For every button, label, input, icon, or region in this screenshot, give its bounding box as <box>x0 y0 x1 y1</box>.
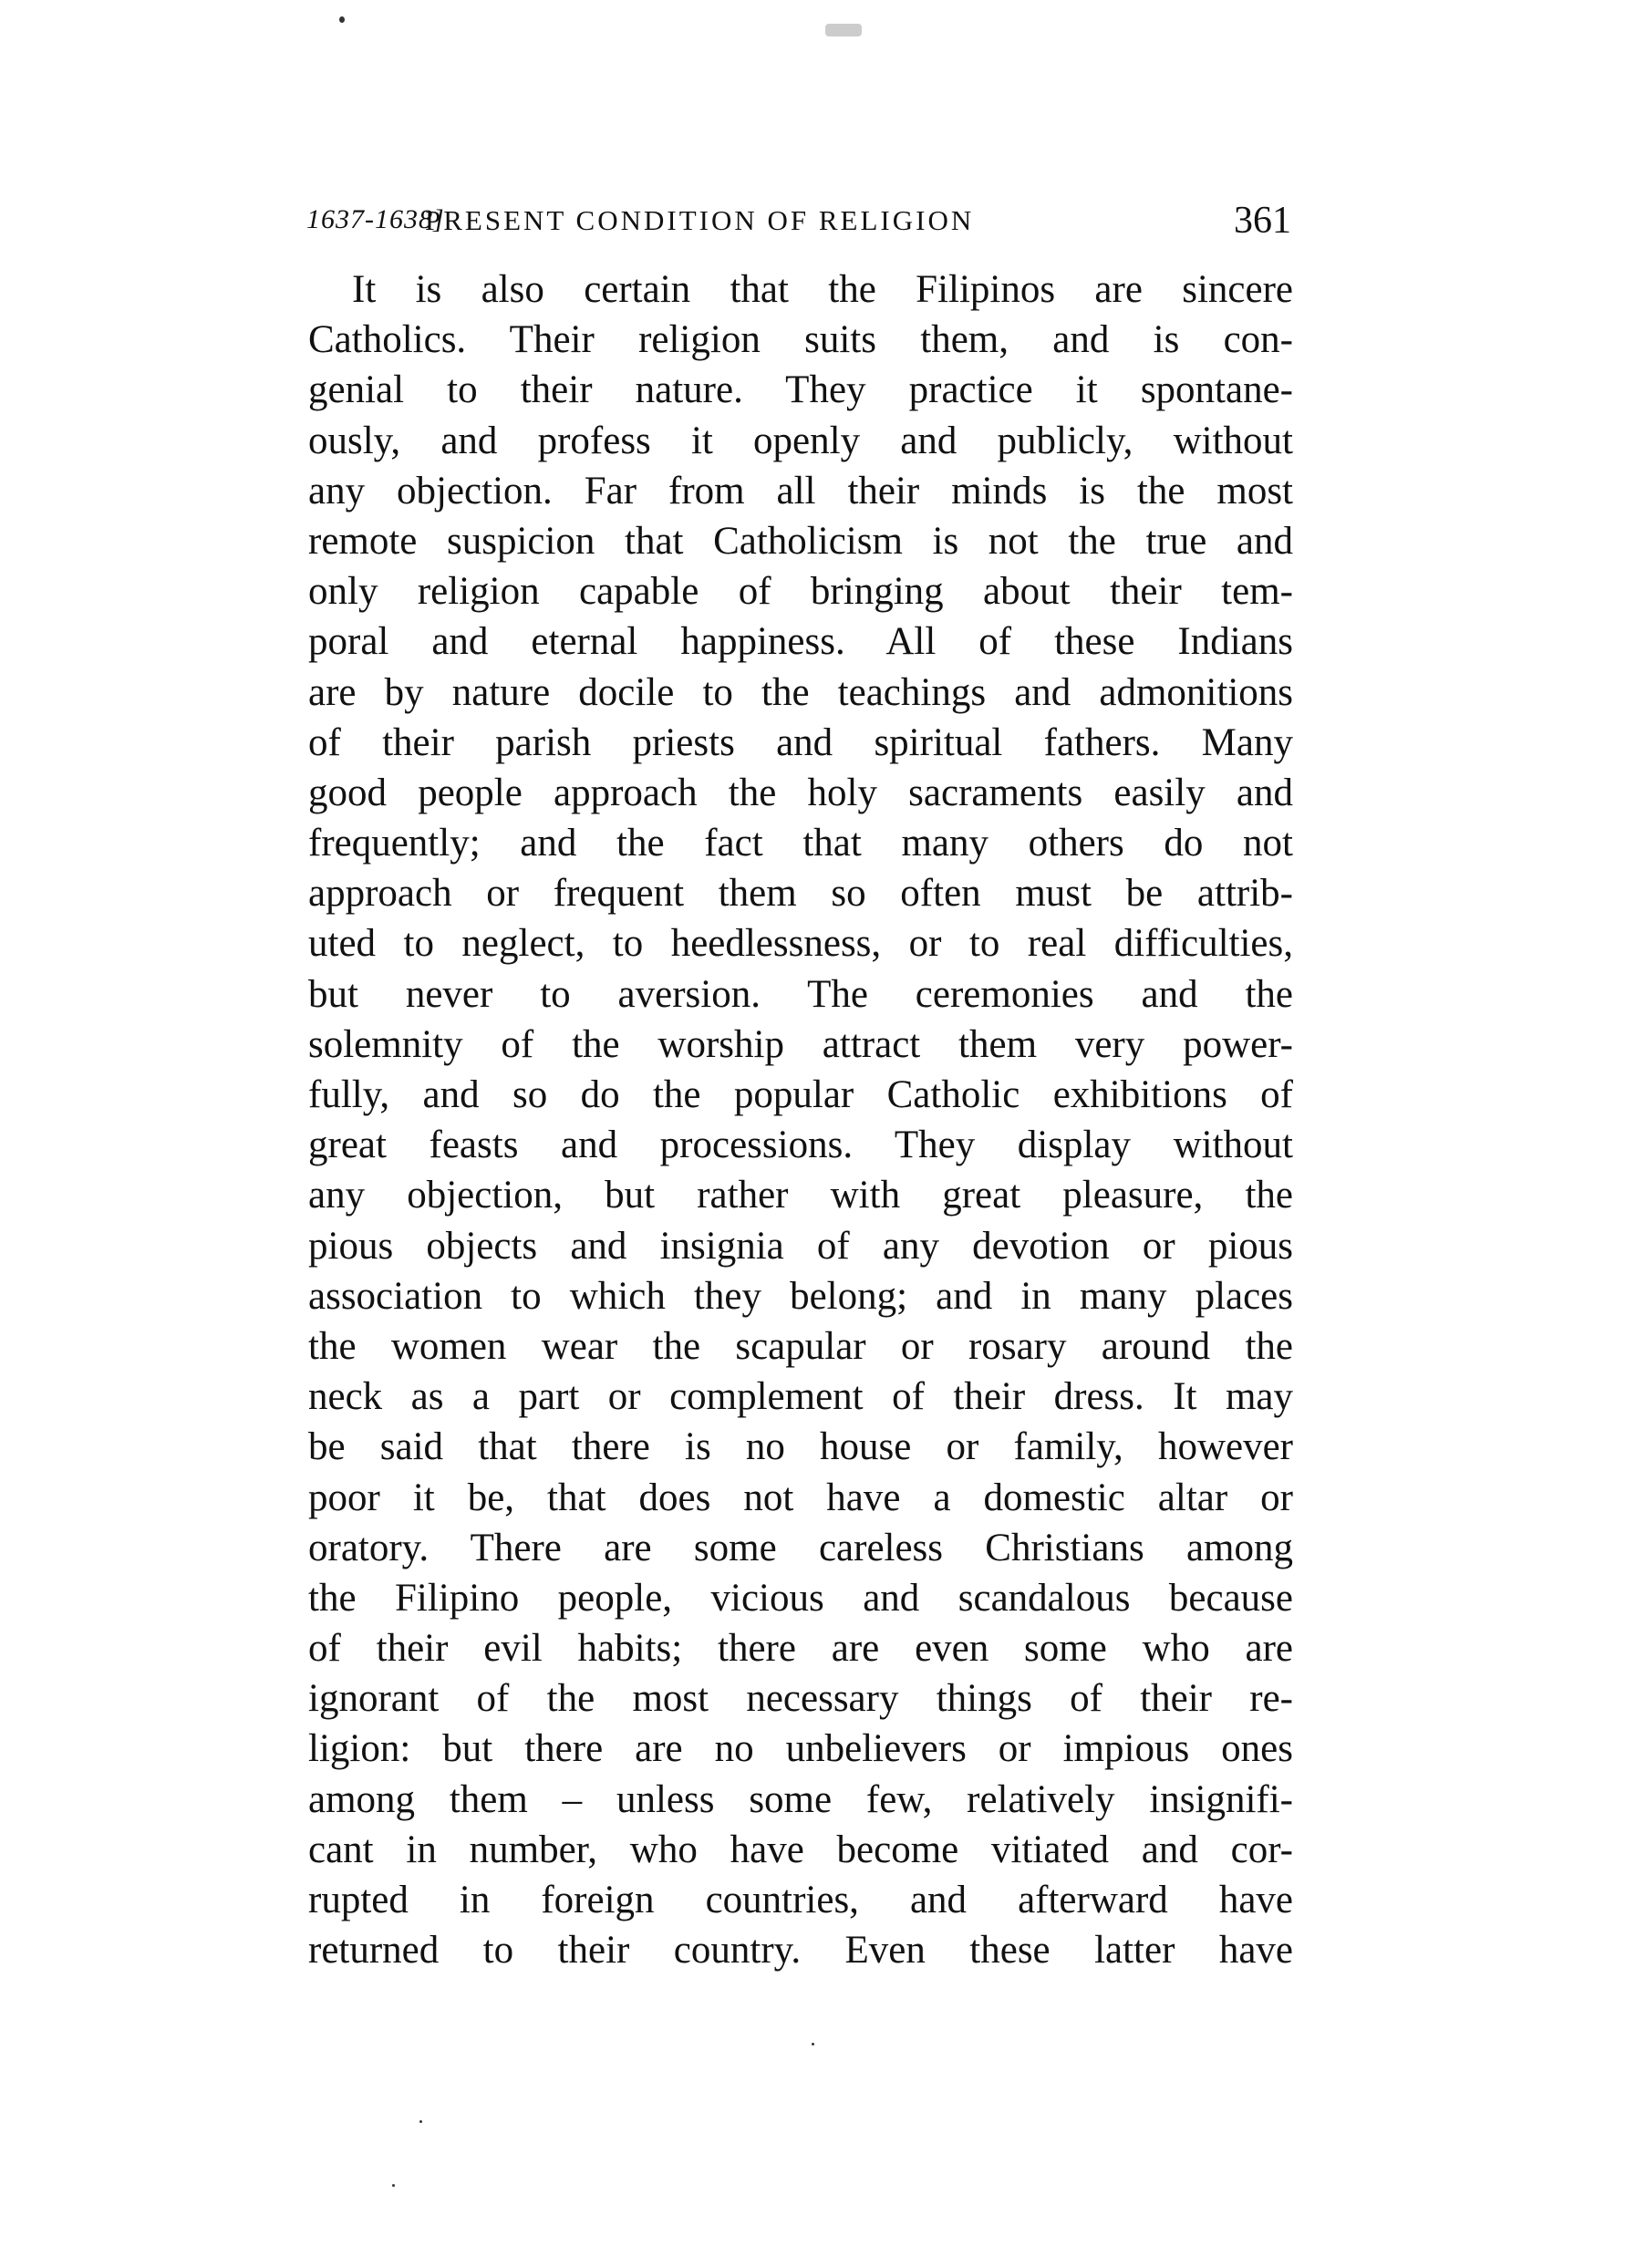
text-line: ignorant of the most necessary things of their re- <box>308 1677 1293 1721</box>
text-line: good people approach the holy sacraments easily and <box>308 771 1293 814</box>
text-line: the women wear the scapular or rosary around the <box>308 1324 1293 1368</box>
text-line: great feasts and processions. They display without <box>308 1124 1293 1167</box>
header-title: PRESENT CONDITION OF RELIGION <box>425 204 975 236</box>
text-line: the Filipino people, vicious and scandalous because <box>308 1576 1293 1620</box>
scan-speck <box>812 2043 814 2045</box>
text-line: uted to neglect, to heedlessness, or to real difficulties, <box>308 922 1293 966</box>
scan-speck <box>392 2184 395 2187</box>
text-line: frequently; and the fact that many others do not <box>308 822 1293 865</box>
text-line: association to which they belong; and in many places <box>308 1274 1293 1318</box>
text-line: returned to their country. Even these latter have <box>308 1929 1293 1973</box>
text-line: only religion capable of bringing about their tem- <box>308 570 1293 614</box>
text-line: It is also certain that the Filipinos are sincere <box>352 268 1293 311</box>
text-line: any objection. Far from all their minds is the most <box>308 469 1293 513</box>
text-line: but never to aversion. The ceremonies and the <box>308 972 1293 1016</box>
text-line: cant in number, who have become vitiated and cor- <box>308 1828 1293 1871</box>
text-line: Catholics. Their religion suits them, and is con- <box>308 318 1293 362</box>
text-line: pious objects and insignia of any devotion or pious <box>308 1224 1293 1268</box>
text-line: ously, and profess it openly and publicly, without <box>308 419 1293 462</box>
body-paragraph <box>308 264 1293 1975</box>
text-line: oratory. There are some careless Christians among <box>308 1526 1293 1569</box>
scan-speck <box>339 16 345 23</box>
text-line: of their evil habits; there are even some who are <box>308 1627 1293 1671</box>
page-number: 361 <box>1234 200 1291 242</box>
running-header <box>306 199 1291 244</box>
text-line: remote suspicion that Catholicism is not the true and <box>308 519 1293 563</box>
scan-speck <box>419 2120 422 2123</box>
text-line: solemnity of the worship attract them very power- <box>308 1022 1293 1066</box>
text-line: neck as a part or complement of their dress. It may <box>308 1375 1293 1419</box>
text-line: poral and eternal happiness. All of these Indians <box>308 620 1293 664</box>
text-line: fully, and so do the popular Catholic exhibitions of <box>308 1073 1293 1116</box>
text-line: of their parish priests and spiritual fathers. Many <box>308 720 1293 764</box>
text-line: poor it be, that does not have a domestic altar or <box>308 1476 1293 1519</box>
text-line: any objection, but rather with great pleasure, the <box>308 1174 1293 1217</box>
scan-smudge <box>825 24 862 36</box>
text-line: are by nature docile to the teachings and admonitions <box>308 670 1293 714</box>
text-line: rupted in foreign countries, and afterward have <box>308 1879 1293 1921</box>
header-years: 1637-1638] <box>306 204 445 234</box>
text-line: approach or frequent them so often must be attrib- <box>308 872 1293 916</box>
text-line: among them – unless some few, relatively insignifi- <box>308 1777 1293 1821</box>
text-line: ligion: but there are no unbelievers or impious ones <box>308 1727 1293 1771</box>
text-line: genial to their nature. They practice it spontane- <box>308 368 1293 412</box>
text-line: be said that there is no house or family, however <box>308 1425 1293 1469</box>
